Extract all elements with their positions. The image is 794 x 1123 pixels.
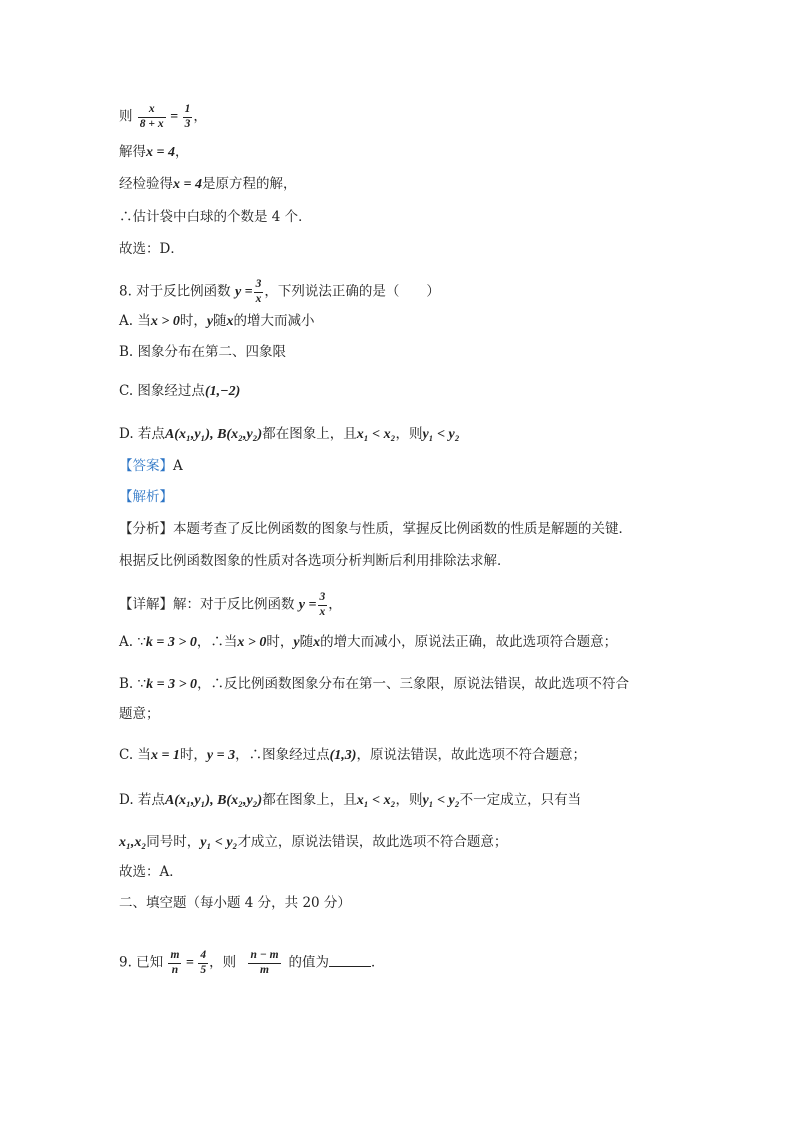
text: 解得 (119, 144, 146, 160)
math: x = 4 (173, 177, 202, 192)
analysis-label: 【解析】 (119, 489, 173, 505)
text: 则 (119, 108, 133, 125)
text: 经检验得 (119, 176, 173, 192)
fraction-numerator: 3 (254, 279, 264, 293)
q8-solution-b-cont: 题意； (119, 706, 160, 722)
text: 都在图象上，且 (262, 792, 357, 808)
text: ，则 (209, 954, 237, 971)
text: ， (193, 108, 207, 125)
fraction (318, 592, 328, 618)
q8-solution-a (119, 632, 617, 653)
text: 解：对于反比例函数 (173, 596, 295, 613)
fraction-numerator: x (138, 104, 166, 118)
text: 时， (179, 747, 207, 763)
fraction-denominator: x (319, 605, 326, 618)
math: (1,−2) (204, 384, 241, 399)
text: ，∴图象经过点 (235, 747, 330, 763)
math: x = 4 (146, 145, 175, 160)
fraction (198, 950, 208, 976)
solution-line-solve (119, 142, 188, 163)
text: ，则 (395, 792, 423, 808)
solution-line-choice: 故选：D． (119, 241, 184, 257)
text: ， (328, 596, 342, 613)
text: C. 当 (119, 747, 151, 763)
text: ，原说法错误，故此选项不符合题意； (356, 747, 586, 763)
answer-label: 【答案】 (119, 458, 173, 474)
fraction (183, 104, 193, 130)
q8-option-b: B. 图象分布在第二、四象限 (119, 344, 287, 360)
q8-conclusion: 故选：A． (119, 864, 183, 880)
text: 同号时， (146, 834, 201, 850)
math: y₁ < y₂ (422, 793, 460, 808)
math: y₁ < y₂ (422, 427, 460, 442)
text: 本题考查了反比例函数的图象与性质，掌握反比例函数的性质是解题的关键． (173, 521, 632, 537)
fraction (248, 950, 280, 976)
fraction-denominator: 8 + x (139, 117, 164, 130)
fraction-denominator: x (255, 292, 262, 305)
text: 都在图象上，且 (262, 426, 357, 442)
equals: = (182, 955, 198, 971)
text: D. 若点 (119, 792, 165, 808)
q8-solution-d (119, 790, 581, 811)
math: y = 3 (206, 748, 236, 763)
text: 9. 已知 (119, 954, 164, 971)
fraction (138, 104, 166, 130)
math: x > 0 (150, 314, 180, 329)
math: x₁ < x₂ (356, 427, 396, 442)
solution-line-estimate: ∴估计袋中白球的个数是 4 个． (119, 209, 312, 225)
fraction (254, 279, 264, 305)
text: ． (371, 954, 385, 971)
q8-solution-d-cont (119, 832, 507, 853)
math: (1,3) (329, 748, 357, 763)
math: A(x₁,y₁), B(x₂,y₂) (164, 793, 263, 808)
q8-xiangjie (119, 592, 342, 618)
q8-solution-c (119, 745, 586, 766)
fraction-numerator: 4 (198, 950, 208, 964)
math: y = (298, 597, 317, 613)
math: x > 0 (237, 635, 267, 650)
text: 的值为 (288, 954, 330, 971)
text: ，∴反比例函数图象分布在第一、三象限，原说法错误，故此选项不符合 (197, 676, 630, 692)
math: x₁,x₂ (119, 835, 147, 850)
q8-option-a (119, 311, 315, 332)
q8-option-d (119, 424, 460, 445)
text: 才成立，原说法错误，故此选项不符合题意； (237, 834, 508, 850)
fraction-denominator: m (260, 963, 269, 976)
fraction-numerator: n − m (248, 950, 280, 964)
text: 时， (266, 634, 294, 650)
q8-analysis-label (119, 487, 173, 507)
text: 时， (179, 313, 207, 329)
q8-fenxi-2: 根据反比例函数图象的性质对各选项分析判断后利用排除法求解． (119, 553, 511, 569)
fraction (168, 950, 181, 976)
fraction-numerator: m (168, 950, 181, 964)
fraction-numerator: 3 (318, 592, 328, 606)
text: 随 (299, 634, 314, 650)
text: 不一定成立，只有当 (459, 792, 582, 808)
xiangjie-label: 【详解】 (119, 596, 173, 613)
text: 是原方程的解， (201, 176, 297, 192)
math: A(x₁,y₁), B(x₂,y₂) (164, 427, 263, 442)
q8-option-c (119, 381, 240, 402)
math: y (206, 314, 214, 329)
math: y₁ < y₂ (200, 835, 238, 850)
text: C. 图象经过点 (119, 383, 205, 399)
fraction-numerator: 1 (183, 104, 193, 118)
q8-answer (119, 456, 183, 476)
text: D. 若点 (119, 426, 165, 442)
text: ，∴当 (196, 634, 238, 650)
text: A. ∵ (119, 634, 146, 650)
math: k = 3 > 0 (145, 635, 197, 650)
equals: = (166, 109, 182, 125)
fenxi-label: 【分析】 (119, 521, 173, 537)
text: ，则 (395, 426, 423, 442)
text: ，下列说法正确的是（ ） (264, 283, 440, 300)
fraction-denominator: 3 (184, 117, 191, 130)
math: x (226, 314, 234, 329)
fraction-denominator: 5 (200, 963, 207, 976)
math: x₁ < x₂ (356, 793, 396, 808)
q8-fenxi (119, 519, 632, 539)
solution-line-check (119, 174, 296, 195)
answer-value: A (173, 458, 183, 474)
section-heading: 二、填空题（每小题 4 分，共 20 分） (119, 895, 351, 911)
math: x (313, 635, 321, 650)
math: k = 3 > 0 (146, 677, 198, 692)
solution-line-equation (119, 104, 207, 130)
q8-solution-b (119, 674, 629, 695)
q9-stem (119, 950, 385, 976)
answer-blank[interactable] (329, 954, 371, 967)
q8-stem (119, 279, 440, 305)
math: y = (234, 284, 253, 300)
math: x = 1 (150, 748, 180, 763)
text: B. ∵ (119, 676, 147, 692)
text: 8. 对于反比例函数 (119, 283, 231, 300)
text: 的增大而减小，原说法正确，故此选项符合题意； (320, 634, 618, 650)
text: ， (174, 144, 189, 160)
text: A. 当 (119, 313, 151, 329)
math: y (293, 635, 300, 650)
fraction-denominator: n (171, 963, 179, 976)
text: 随 (213, 313, 227, 329)
text: 的增大而减小 (233, 313, 315, 329)
